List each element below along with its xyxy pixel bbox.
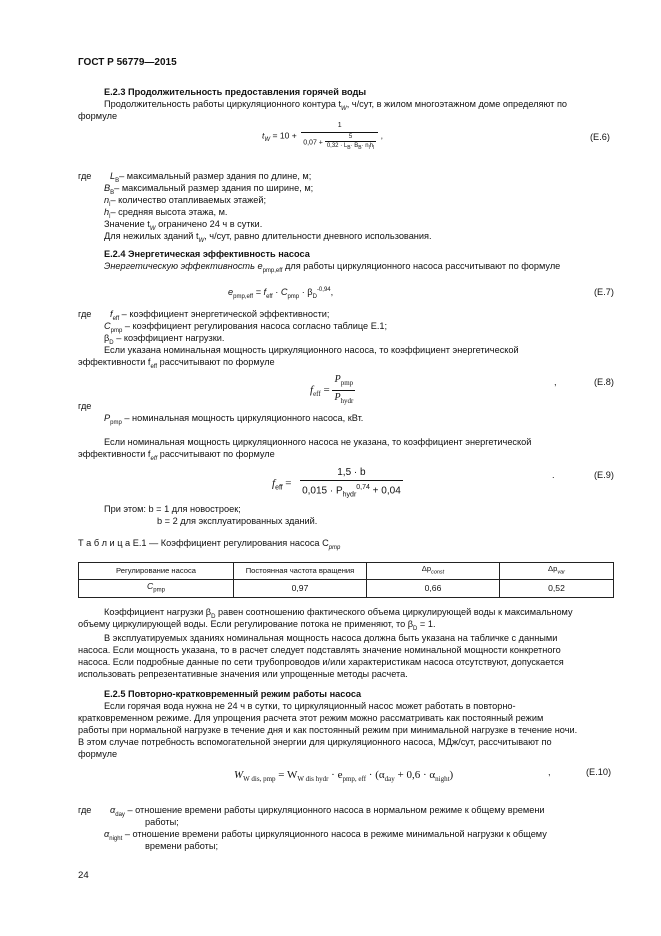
equation-number-e8: (E.8) [594, 377, 614, 387]
where-item-width: $B_B-$ максимальный размер здания по ширине, м; [104, 183, 314, 196]
nonresidential-note: Для нежилых зданий $t_W$, ч/сут, равно длительности дневного использования. [104, 231, 432, 244]
section-heading-e24: E.2.4 Энергетическая эффективность насоса [104, 249, 310, 259]
paragraph-no-nominal-power-line2: эффективности $f_{eff}$ рассчитывают по формуле [78, 449, 275, 462]
table-e1 [78, 562, 614, 598]
paragraph-intro-e24: Энергетическую эффективность $e_{pmp,eff}$ для работы циркуляционного насоса рассчитывают по формуле [104, 261, 561, 274]
where-item-alpha-day: $\alpha_{day}$ – отношение времени работы циркуляционного насоса в нормальном режиме к общему времени [110, 805, 545, 818]
limit-note: Значение $t_W$ ограничено 24 ч в сутки. [104, 219, 263, 232]
page-number: 24 [78, 870, 89, 881]
paragraph-intro-e23: Продолжительность работы циркуляционного контура $t_W$, ч/сут, в жилом многоэтажном доме определяют по [104, 99, 568, 112]
formula-e9: $f_{eff}$ = $\frac{1,5 \cdot b}{0,015 \cdot P_{hydr}^{0,74} + 0,04}$ [272, 467, 401, 499]
paragraph-nominal-power-line2: эффективности $f_{eff}$ рассчитывают по формуле [78, 357, 275, 370]
paragraph-nominal-power: Если указана номинальная мощность циркуляционного насоса, то коэффициент энергетической [104, 345, 519, 355]
where-item-length: $L_B-$ максимальный размер здания по длине, м; [110, 171, 312, 184]
where-item-alpha-night: $\alpha_{night}$ – отношение времени работы циркуляционного насоса в режиме минимальной нагрузки к общему [104, 829, 547, 842]
where-item-feff: $f_{eff}$ – коэффициент энергетической эффективности; [110, 309, 330, 322]
existing-buildings-paragraph-line4: использовать репрезентативные значения или упрощенные методы расчета. [78, 669, 408, 679]
table-header-row [79, 563, 614, 580]
formula-e10: $W_{W dis, pmp} = W_{W dis hydr} \cdot e_{pmp, eff} \cdot (\alpha_{day} + 0,6 \cdot \alpha_{night})$ [234, 769, 454, 784]
where-item-ppmp: $P_{pmp}$ – номинальная мощность циркуляционного насоса, кВт. [104, 413, 364, 426]
condition-existing-buildings: b = 2 для эксплуатированных зданий. [157, 516, 318, 526]
existing-buildings-paragraph-line3: насоса. Если подробные данные по сети трубопроводов и/или характеристикам насоса отсутствуют, допускается [78, 657, 564, 667]
paragraph-e25-line2: кратковременном режиме. Для упрощения расчета этот режим можно рассматривать как постоянный режим [78, 713, 544, 723]
paragraph-no-nominal-power: Если номинальная мощность циркуляционного насоса не указана, то коэффициент энергетической [104, 437, 532, 447]
existing-buildings-paragraph-line2: насоса. Если мощность указана, то в расчет следует подставлять значение номинальной мощности конкретного [78, 645, 561, 655]
load-factor-paragraph: Коэффициент нагрузки $\beta_D$ равен соотношению фактического объема циркулирующей воды к максимальному [104, 607, 573, 620]
equation-number-e6: (E.6) [590, 132, 610, 142]
table-cell: $C_{pmp}$ [79, 580, 234, 598]
where-label-e24: где [78, 309, 92, 319]
formula-e6: $t_W = 10$ + 1 0,07 + $\frac{5}{0,32 \cdot L_B\cdot B_B\cdot n_lh_l}$ , [262, 122, 383, 152]
where-label-e23: где [78, 171, 92, 181]
formula-e8: $f_{eff}$ = $\frac{P_{pmp}}{P_{hydr}}$ [310, 374, 354, 405]
equation-number-e7: (E.7) [594, 287, 614, 297]
table-cell: 0,66 [367, 580, 500, 598]
formula-e9-dot: . [552, 470, 555, 480]
where-item-beta: $\beta_D$ – коэффициент нагрузки. [104, 333, 225, 346]
equation-number-e9: (E.9) [594, 470, 614, 480]
table-header-cell: Постоянная частота вращения [234, 563, 367, 580]
equation-number-e10: (E.10) [586, 767, 612, 777]
paragraph-e25-line4: В этом случае потребность вспомогательной энергии для циркуляционного насоса, МДж/сут, рассчитывают по [78, 737, 552, 747]
table-header-cell: Регулирование насоса [79, 563, 234, 580]
where-item-alpha-day-cont: работы; [145, 817, 179, 827]
load-factor-paragraph-line2: объему циркулирующей воды. Если регулирование потока не применяют, то $\beta_D = 1$. [78, 619, 436, 632]
where-item-alpha-night-cont: времени работы; [145, 841, 219, 851]
paragraph-intro-e23-line2: формуле [78, 111, 118, 121]
condition-new-buildings: При этом: b = 1 для новостроек; [104, 504, 241, 514]
table-cell: 0,52 [500, 580, 614, 598]
table-header-cell: $\Delta p_{const}$ [367, 563, 500, 580]
paragraph-e25-line3: работы при нормальной нагрузке в течение дня и как постоянный режим при минимальной нагрузке в течение ночи. [78, 725, 578, 735]
where-item-floors: $n_l-$ количество отапливаемых этажей; [104, 195, 267, 208]
document-id: ГОСТ Р 56779—2015 [78, 57, 177, 68]
section-heading-e23: E.2.3 Продолжительность предоставления горячей воды [104, 87, 367, 97]
formula-e10-comma: , [548, 767, 551, 777]
where-label-e25: где [78, 805, 92, 815]
table-row [79, 580, 614, 598]
formula-e8-comma: , [554, 377, 557, 387]
existing-buildings-paragraph: В эксплуатируемых зданиях номинальная мощность насоса должна быть указана на табличке с данными [104, 633, 558, 643]
where-label-e8: где [78, 401, 92, 411]
paragraph-e25-line5: формуле [78, 749, 118, 759]
formula-e7: $e_{pmp,eff} = f_{eff} \cdot C_{pmp} \cdot \beta_D^{-0,94}$, [228, 287, 334, 300]
paragraph-e25-line1: Если горячая вода нужна не 24 ч в сутки, то циркуляционный насос может работать в повторно- [104, 701, 516, 711]
section-heading-e25: E.2.5 Повторно-кратковременный режим работы насоса [104, 689, 362, 699]
table-header-cell: $\Delta p_{var}$ [500, 563, 614, 580]
where-item-cpmp: $C_{pmp}$ – коэффициент регулирования насоса согласно таблице Е.1; [104, 321, 388, 334]
table-caption: Т а б л и ц а Е.1 — Коэффициент регулирования насоса $C_{pmp}$ [78, 538, 341, 551]
where-item-height: $h_l-$ средняя высота этажа, м. [104, 207, 228, 220]
table-cell: 0,97 [234, 580, 367, 598]
